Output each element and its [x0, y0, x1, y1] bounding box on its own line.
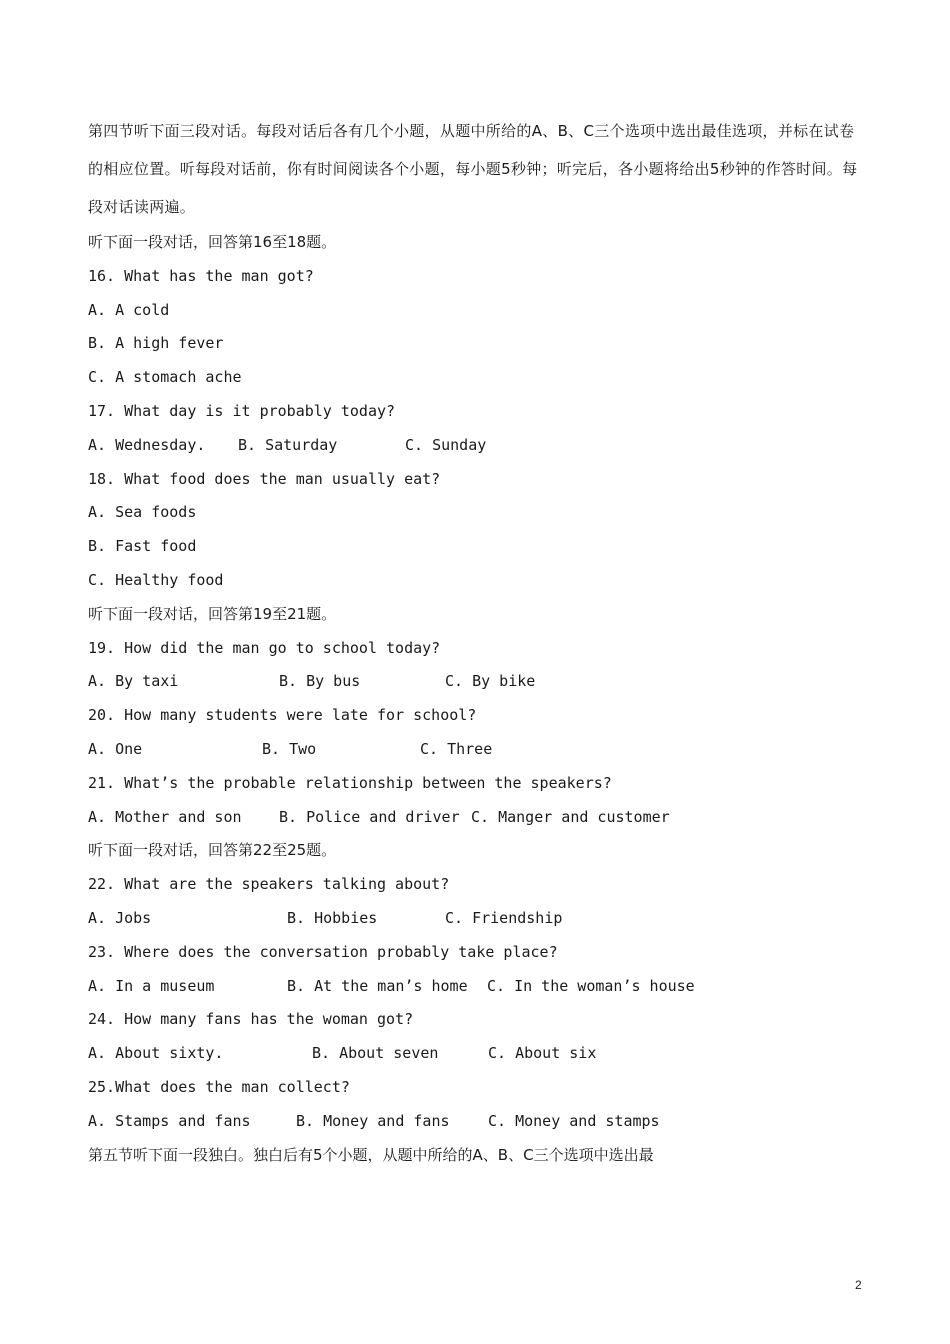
question-16: 16. What has the man got?: [88, 266, 314, 285]
q23-options: [88, 970, 868, 1004]
page-number: 2: [855, 1278, 862, 1292]
question-22: 22. What are the speakers talking about?: [88, 875, 450, 894]
q22-option-b: B. Hobbies: [287, 908, 378, 927]
q24-option-c: C. About six: [488, 1044, 597, 1063]
q24-option-a: A. About sixty.: [88, 1044, 224, 1063]
q24-option-b: B. About seven: [312, 1044, 439, 1063]
q21-option-b: B. Police and driver: [279, 807, 460, 826]
q21-option-a: A. Mother and son: [88, 807, 242, 826]
q24-options: [88, 1037, 868, 1071]
q19-option-a: A. By taxi: [88, 672, 179, 691]
question-20: 20. How many students were late for school?: [88, 706, 477, 725]
q17-option-a: A. Wednesday.: [88, 435, 206, 454]
group1-instruction: 听下面一段对话，回答第16至18题。: [88, 233, 337, 251]
q18-option-b: B. Fast food: [88, 537, 197, 556]
q23-option-c: C. In the woman’s house: [487, 976, 695, 995]
q20-option-a: A. One: [88, 739, 143, 758]
q20-options: [88, 733, 868, 767]
q21-options: [88, 801, 868, 835]
q17-options: [88, 429, 868, 463]
question-21: 21. What’s the probable relationship between the speakers?: [88, 773, 612, 792]
question-23: 23. Where does the conversation probably take place?: [88, 942, 558, 961]
q16-option-b: B. A high fever: [88, 334, 224, 353]
question-24: 24. How many fans has the woman got?: [88, 1010, 414, 1029]
q25-option-c: C. Money and stamps: [488, 1111, 660, 1130]
q22-options: [88, 902, 868, 936]
q19-option-b: B. By bus: [279, 672, 361, 691]
q19-option-c: C. By bike: [445, 672, 536, 691]
q18-option-c: C. Healthy food: [88, 570, 224, 589]
q22-option-a: A. Jobs: [88, 908, 152, 927]
q17-option-b: B. Saturday: [238, 435, 338, 454]
page-content: [88, 112, 868, 1172]
q18-option-a: A. Sea foods: [88, 503, 197, 522]
q16-option-a: A. A cold: [88, 300, 170, 319]
q21-option-c: C. Manger and customer: [471, 807, 670, 826]
q16-option-c: C. A stomach ache: [88, 368, 242, 387]
group3-instruction: 听下面一段对话，回答第22至25题。: [88, 841, 337, 860]
q25-option-b: B. Money and fans: [296, 1111, 450, 1130]
q17-option-c: C. Sunday: [405, 435, 487, 454]
q25-option-a: A. Stamps and fans: [88, 1111, 251, 1130]
q22-option-c: C. Friendship: [445, 908, 563, 927]
q23-option-a: A. In a museum: [88, 976, 215, 995]
group2-instruction: 听下面一段对话，回答第19至21题。: [88, 604, 337, 623]
question-19: 19. How did the man go to school today?: [88, 638, 441, 657]
question-17: 17. What day is it probably today?: [88, 401, 396, 420]
section5-intro: 第五节听下面一段独白。独白后有5个小题，从题中所给的A、B、C三个选项中选出最: [88, 1145, 654, 1164]
question-25: 25.What does the man collect?: [88, 1077, 350, 1096]
q25-options: [88, 1105, 868, 1139]
q19-options: [88, 665, 868, 699]
q23-option-b: B. At the man’s home: [287, 976, 468, 995]
question-18: 18. What food does the man usually eat?: [88, 469, 441, 488]
q20-option-c: C. Three: [420, 739, 493, 758]
section4-intro: 第四节听下面三段对话。每段对话后各有几个小题，从题中所给的A、B、C三个选项中选出最佳选项，并标在试卷的相应位置。听每段对话前，你有时间阅读各个小题，每小题5秒钟；听完后，各小题将给出5秒钟的作答时间。每段对话读两遍。: [88, 122, 858, 216]
q20-option-b: B. Two: [262, 739, 317, 758]
